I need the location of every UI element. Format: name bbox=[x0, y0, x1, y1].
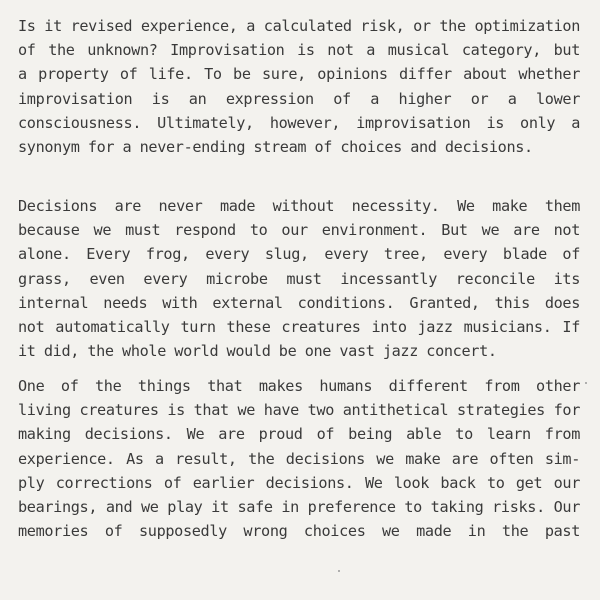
text-line: not automatically turn these creatures into jazz musicians. If bbox=[18, 318, 580, 337]
paper-speck bbox=[585, 382, 587, 384]
text-line: One of the things that makes humans different from other bbox=[18, 377, 580, 395]
text-line: Is it revised experience, a calculated risk, or the optimization bbox=[18, 17, 580, 35]
paragraph-3 bbox=[18, 374, 580, 543]
text-line: living creatures is that we have two antithetical strategies for bbox=[18, 401, 580, 420]
text-line: improvisation is an expression of a higher or a lower bbox=[18, 89, 580, 108]
text-line: grass, even every microbe must incessantly reconcile its bbox=[18, 269, 580, 288]
text-line: because we must respond to our environment. But we are not bbox=[18, 221, 580, 240]
text-line: alone. Every frog, every slug, every tree, every blade of bbox=[18, 245, 580, 264]
text-line: ply corrections of earlier decisions. We look back to get our bbox=[18, 473, 580, 492]
paragraph-2 bbox=[18, 194, 580, 363]
text-line: a property of life. To be sure, opinions differ about whether bbox=[18, 65, 580, 84]
text-line: consciousness. Ultimately, however, improvisation is only a bbox=[18, 113, 580, 132]
text-line: synonym for a never-ending stream of choices and decisions. bbox=[18, 138, 533, 157]
paper-speck bbox=[338, 570, 340, 572]
text-line: it did, the whole world would be one vast jazz concert. bbox=[18, 342, 497, 361]
text-line: making decisions. We are proud of being able to learn from bbox=[18, 425, 580, 444]
text-line: bearings, and we play it safe in preference to taking risks. Our bbox=[18, 498, 580, 517]
text-line: experience. As a result, the decisions we make are often sim- bbox=[18, 449, 580, 468]
paragraph-1 bbox=[18, 14, 580, 159]
text-line: memories of supposedly wrong choices we made in the past bbox=[18, 522, 580, 541]
text-line: internal needs with external conditions. Granted, this does bbox=[18, 293, 580, 312]
text-line: of the unknown? Improvisation is not a musical category, but bbox=[18, 41, 580, 60]
text-line: Decisions are never made without necessity. We make them bbox=[18, 197, 580, 215]
